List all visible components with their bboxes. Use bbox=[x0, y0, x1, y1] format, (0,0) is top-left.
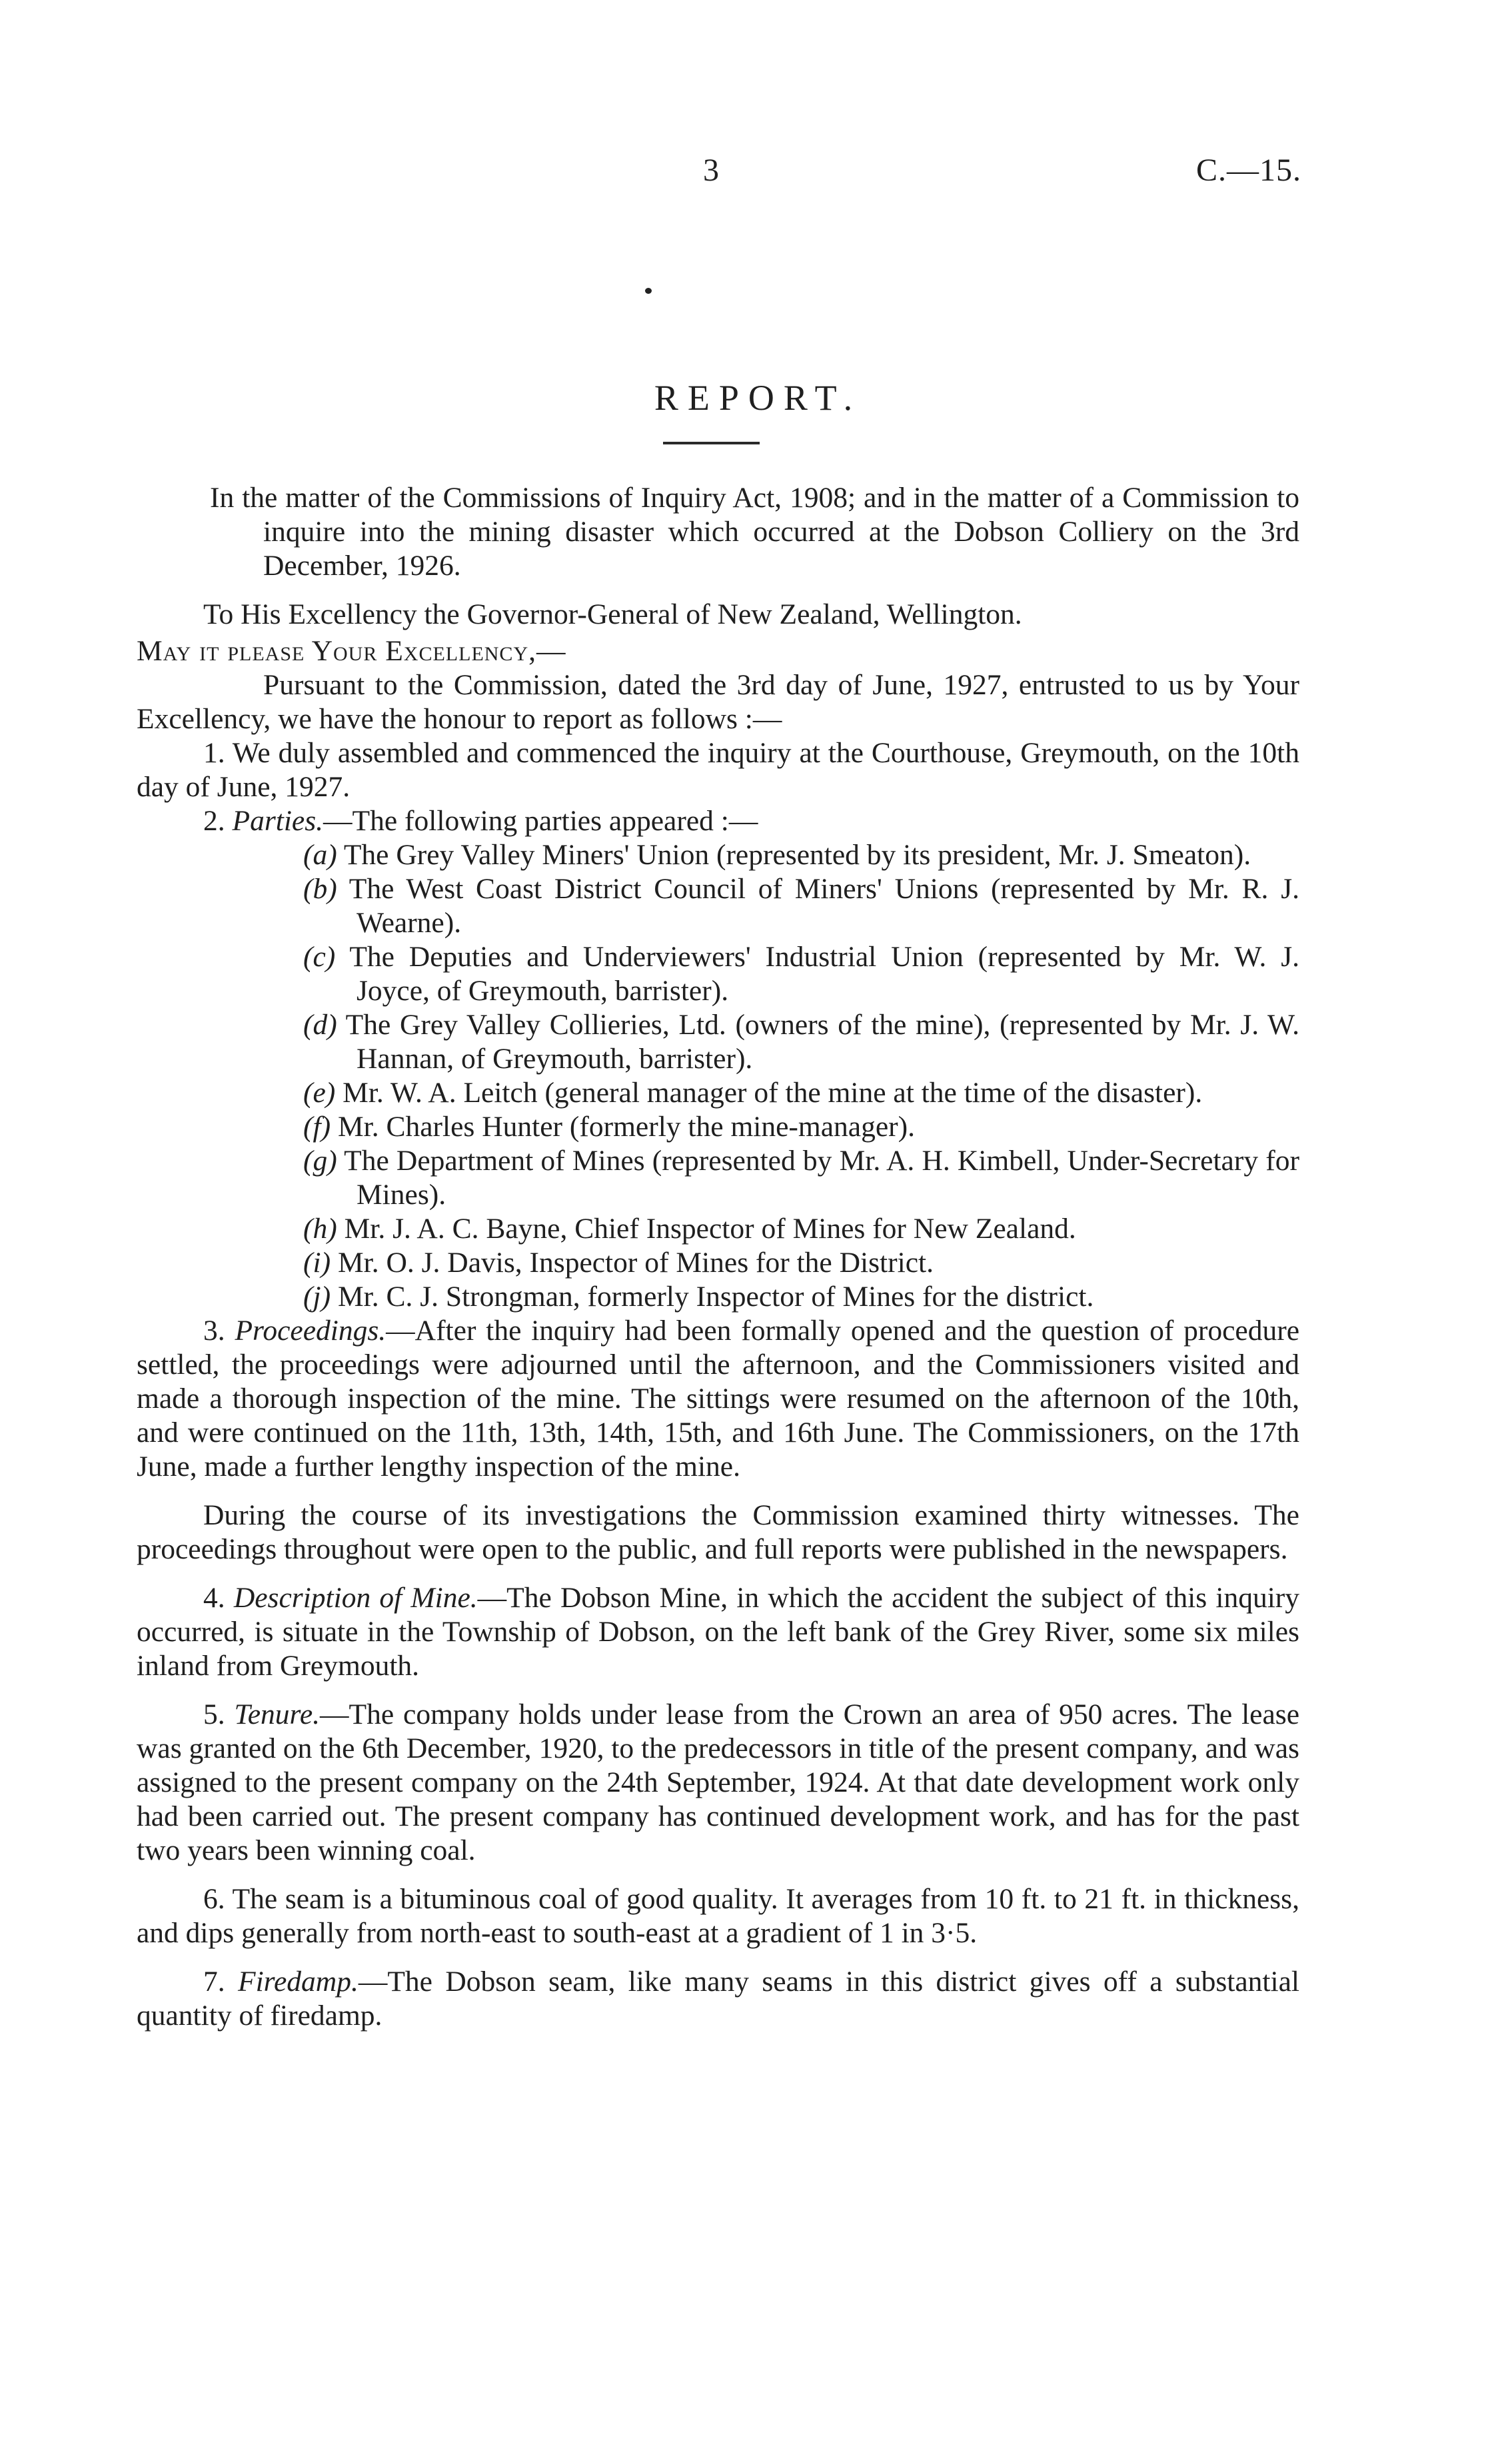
report-body bbox=[137, 481, 1299, 2033]
party-item bbox=[137, 1076, 1299, 1110]
party-item bbox=[137, 1246, 1299, 1280]
party-text: The Grey Valley Miners' Union (represented by its president, Mr. J. Smeaton). bbox=[343, 839, 1251, 871]
paragraph-2-heading: Parties. bbox=[232, 805, 324, 837]
ink-mark bbox=[645, 288, 652, 294]
party-text: The Department of Mines (represented by Mr. A. H. Kimbell, Under-Secretary for Mines). bbox=[344, 1145, 1299, 1211]
party-text: Mr. W. A. Leitch (general manager of the mine at the time of the disaster). bbox=[343, 1077, 1203, 1109]
party-text: The Grey Valley Collieries, Ltd. (owners of the mine), (represented by Mr. J. W. Hannan, of Greymouth, barrister). bbox=[345, 1009, 1299, 1075]
addressee-line: To His Excellency the Governor-General of New Zealand, Wellington. bbox=[203, 598, 1022, 630]
party-text: The West Coast District Council of Miners' Unions (represented by Mr. R. J. Wearne). bbox=[349, 873, 1299, 939]
paragraph-5-number: 5. bbox=[203, 1698, 225, 1730]
party-text: Mr. Charles Hunter (formerly the mine-manager). bbox=[337, 1111, 916, 1143]
paragraph-7-number: 7. bbox=[203, 1966, 225, 1998]
paragraph-3-heading: Proceedings. bbox=[235, 1315, 386, 1347]
paragraph-4-heading: Description of Mine. bbox=[233, 1582, 478, 1614]
party-letter: (f) bbox=[303, 1111, 331, 1143]
paragraph-7 bbox=[137, 1965, 1299, 2033]
party-letter: (d) bbox=[303, 1009, 337, 1041]
party-letter: (c) bbox=[303, 941, 336, 973]
party-item bbox=[137, 1008, 1299, 1076]
parties-list bbox=[137, 838, 1299, 1314]
paragraph-2-text: —The following parties appeared :— bbox=[323, 805, 758, 837]
paragraph-3-continued: During the course of its investigations the Commission examined thirty witnesses. The proceedings throughout were open to the public, and full reports were published in the newspapers. bbox=[137, 1499, 1299, 1565]
party-text: The Deputies and Underviewers' Industrial Union (represented by Mr. W. J. Joyce, of Greymouth, barrister). bbox=[349, 941, 1299, 1007]
paragraph-5 bbox=[137, 1698, 1299, 1868]
report-title: REPORT. bbox=[654, 378, 862, 418]
paragraph-4-number: 4. bbox=[203, 1582, 225, 1614]
salutation-line: May it please Your Excellency,— bbox=[137, 635, 566, 667]
party-letter: (g) bbox=[303, 1145, 337, 1177]
paragraph-3 bbox=[137, 1314, 1299, 1484]
party-item bbox=[137, 872, 1299, 940]
document-reference: C.—15. bbox=[1196, 153, 1302, 188]
party-text: Mr. C. J. Strongman, formerly Inspector of Mines for the district. bbox=[337, 1281, 1094, 1313]
party-item bbox=[137, 1110, 1299, 1144]
party-text: Mr. J. A. C. Bayne, Chief Inspector of Mines for New Zealand. bbox=[344, 1213, 1076, 1245]
party-letter: (a) bbox=[303, 839, 337, 871]
paragraph-3-text: —After the inquiry had been formally opened and the question of procedure settled, the proceedings were adjourned until the afternoon, and the Commissioners visited and made a thorough inspection of the mine. The sittings were resumed on the afternoon of the 10th, and were continued on the 11th, 13th, 14th, 15th, and 16th June. The Commissioners, on the 17th June, made a further lengthy inspection of the mine. bbox=[137, 1315, 1300, 1483]
party-item bbox=[137, 1212, 1299, 1246]
paragraph-4-text: —The Dobson Mine, in which the accident the subject of this inquiry occurred, is situate in the Township of Dobson, on the left bank of the Grey River, some six miles inland from Greymouth. bbox=[137, 1582, 1300, 1682]
party-item bbox=[137, 940, 1299, 1008]
paragraph-4 bbox=[137, 1581, 1299, 1683]
paragraph-7-heading: Firedamp. bbox=[238, 1966, 359, 1998]
page-number: 3 bbox=[703, 153, 719, 188]
paragraph-2 bbox=[137, 804, 1299, 838]
party-letter: (e) bbox=[303, 1077, 336, 1109]
matter-paragraph: In the matter of the Commissions of Inquiry Act, 1908; and in the matter of a Commission to inquire into the mining disaster which occurred at the Dobson Colliery on the 3rd December, 1926. bbox=[210, 482, 1299, 582]
party-item bbox=[137, 838, 1299, 872]
paragraph-2-number: 2. bbox=[203, 805, 225, 837]
paragraph-6: 6. The seam is a bituminous coal of good quality. It averages from 10 ft. to 21 ft. in thickness, and dips generally from north-east to south-east at a gradient of 1 in 3·5. bbox=[137, 1883, 1299, 1949]
party-text: Mr. O. J. Davis, Inspector of Mines for the District. bbox=[337, 1247, 934, 1279]
paragraph-3-number: 3. bbox=[203, 1315, 225, 1347]
party-letter: (h) bbox=[303, 1213, 337, 1245]
party-letter: (j) bbox=[303, 1281, 331, 1313]
party-letter: (b) bbox=[303, 873, 337, 905]
paragraph-1: 1. We duly assembled and commenced the inquiry at the Courthouse, Greymouth, on the 10th day of June, 1927. bbox=[137, 737, 1299, 803]
party-item bbox=[137, 1280, 1299, 1314]
paragraph-5-text: —The company holds under lease from the Crown an area of 950 acres. The lease was granted on the 6th December, 1920, to the predecessors in title of the present company, and was assigned to the present company on the 24th September, 1924. At that date development work only had been carried out. The present company has continued development work, and has for the past two years been winning coal. bbox=[137, 1698, 1299, 1866]
paragraph-5-heading: Tenure. bbox=[234, 1698, 321, 1730]
intro-paragraph: Pursuant to the Commission, dated the 3rd day of June, 1927, entrusted to us by Your Excellency, we have the honour to report as follows :— bbox=[137, 669, 1299, 735]
party-letter: (i) bbox=[303, 1247, 331, 1279]
paragraph-7-text: —The Dobson seam, like many seams in this district gives off a substantial quantity of firedamp. bbox=[137, 1966, 1299, 2032]
title-rule bbox=[663, 442, 760, 444]
party-item bbox=[137, 1144, 1299, 1212]
